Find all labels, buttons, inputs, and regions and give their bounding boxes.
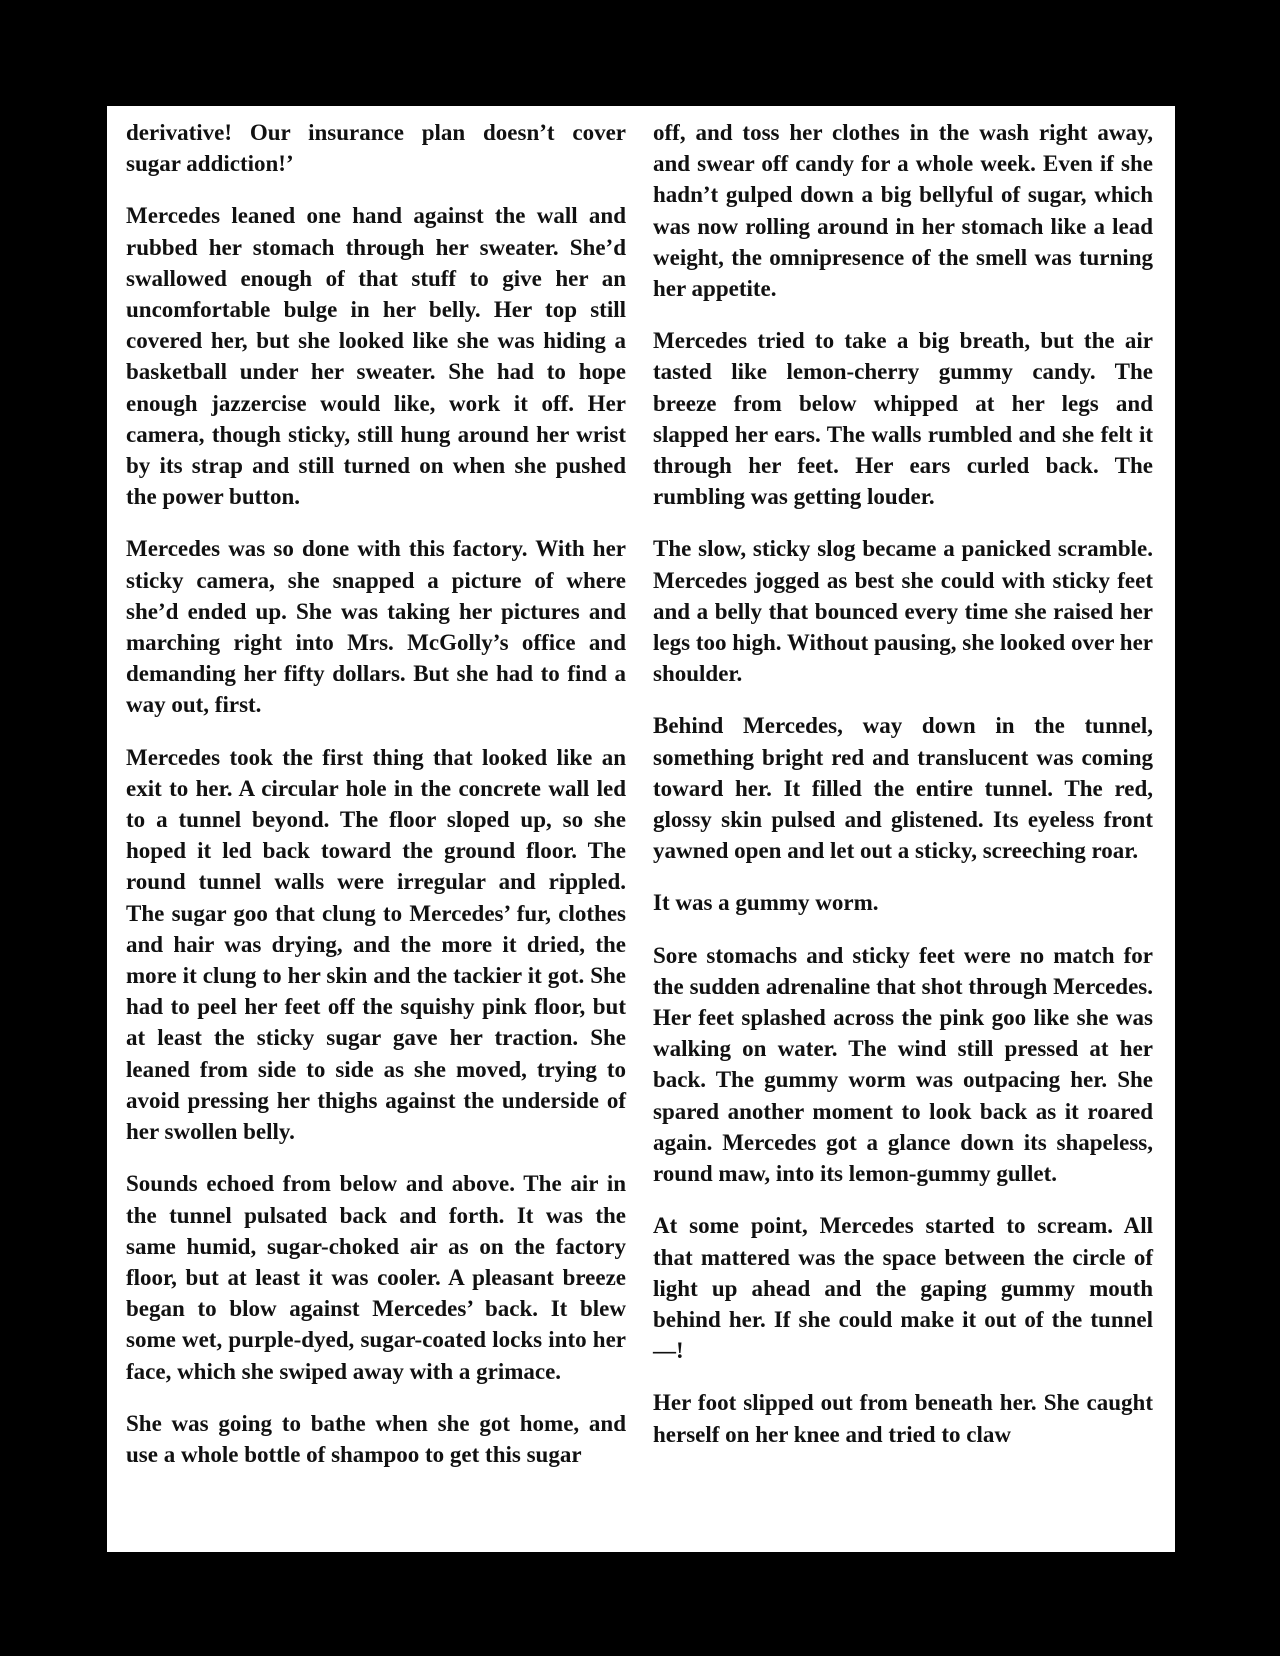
paragraph: At some point, Mercedes started to scream. All that mattered was the space between the circle of light up ahead and the gaping gummy mouth behind her. If she could make it out of the tunnel—! bbox=[653, 1213, 1153, 1364]
paragraph: Mercedes tried to take a big breath, but the air tasted like lemon-cherry gummy candy. The breeze from below whipped at her legs and slapped her ears. The walls rumbled and she felt it through her feet. Her ears curled back. The rumbling was getting louder. bbox=[653, 328, 1153, 510]
paragraph: Sore stomachs and sticky feet were no match for the sudden adrenaline that shot through Mercedes. Her feet splashed across the pink goo like she was walking on water. The wind still pressed at her back. The gummy worm was outpacing her. She spared another moment to look back as it roared again. Mercedes got a glance down its shapeless, round maw, into its lemon-gummy gullet. bbox=[653, 942, 1153, 1187]
paragraph: The slow, sticky slog became a panicked scramble. Mercedes jogged as best she could with sticky feet and a belly that bounced every time she raised her legs too high. Without pausing, she looked over her shoulder. bbox=[653, 536, 1153, 687]
paragraph: Sounds echoed from below and above. The air in the tunnel pulsated back and forth. It was the same humid, sugar-choked air as on the factory floor, but at least it was cooler. A pleasant breeze began to blow against Mercedes’ back. It blew some wet, purple-dyed, sugar-coated locks into her face, which she swiped away with a grimace. bbox=[126, 1171, 626, 1384]
paragraph: Her foot slipped out from beneath her. She caught herself on her knee and tried to claw bbox=[653, 1390, 1153, 1447]
left-column bbox=[126, 117, 626, 1470]
paragraph: off, and toss her clothes in the wash right away, and swear off candy for a whole week. Even if she hadn’t gulped down a big bellyful of sugar, which was now rolling around in her stomach like a lead weight, the omnipresence of the smell was turning her appetite. bbox=[653, 120, 1153, 302]
paragraph: Mercedes leaned one hand against the wall and rubbed her stomach through her sweater. She’d swallowed enough of that stuff to give her an uncomfortable bulge in her belly. Her top still covered her, but she looked like she was hiding a basketball under her sweater. She had to hope enough jazzercise would like, work it off. Her camera, though sticky, still hung around her wrist by its strap and still turned on when she pushed the power button. bbox=[126, 203, 626, 510]
paragraph: derivative! Our insurance plan doesn’t cover sugar addiction!’ bbox=[126, 120, 626, 177]
paragraph: She was going to bathe when she got home, and use a whole bottle of shampoo to get this sugar bbox=[126, 1410, 626, 1467]
paragraph: It was a gummy worm. bbox=[653, 890, 879, 916]
right-column bbox=[653, 117, 1153, 1450]
book-page bbox=[107, 106, 1175, 1552]
paragraph: Mercedes took the first thing that looked like an exit to her. A circular hole in the concrete wall led to a tunnel beyond. The floor sloped up, so she hoped it led back toward the ground floor. The round tunnel walls were irregular and rippled. The sugar goo that clung to Mercedes’ fur, clothes and hair was drying, and the more it dried, the more it clung to her skin and the tackier it got. She had to peel her feet off the squishy pink floor, but at least the sticky sugar gave her traction. She leaned from side to side as she moved, trying to avoid pressing her thighs against the underside of her swollen belly. bbox=[126, 744, 626, 1145]
paragraph: Behind Mercedes, way down in the tunnel, something bright red and translucent was coming toward her. It filled the entire tunnel. The red, glossy skin pulsed and glistened. Its eyeless front yawned open and let out a sticky, screeching roar. bbox=[653, 713, 1153, 864]
paragraph: Mercedes was so done with this factory. With her sticky camera, she snapped a picture of where she’d ended up. She was taking her pictures and marching right into Mrs. McGolly’s office and demanding her fifty dollars. But she had to find a way out, first. bbox=[126, 536, 626, 718]
